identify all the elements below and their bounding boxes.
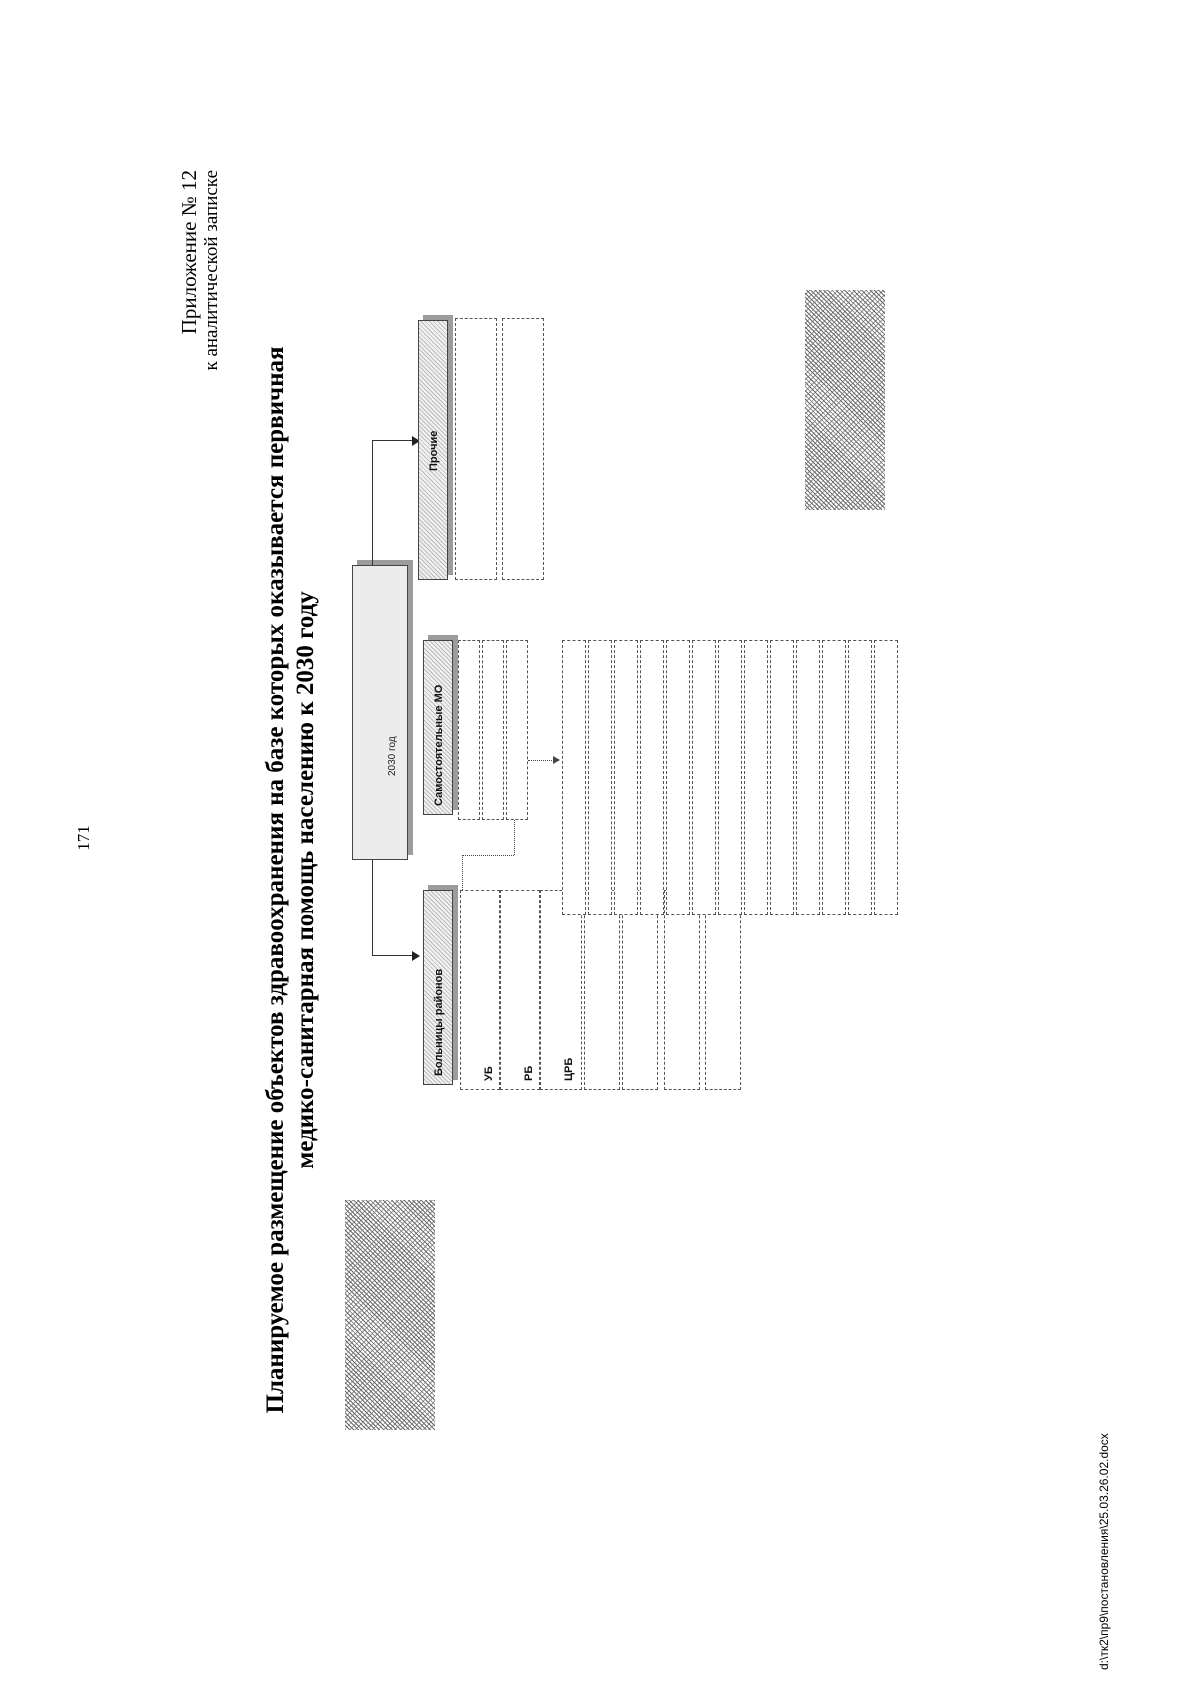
document-title: Планируемое размещение объектов здравоохранения на базе которых оказывается первичная [262, 346, 289, 1414]
dotted-connector [514, 820, 515, 855]
appendix-title: Приложение № 12 [177, 170, 201, 335]
col1-item-code: РБ [523, 1065, 535, 1081]
col2-sub-item [614, 640, 638, 915]
appendix-subtitle: к аналитической записке [201, 170, 222, 371]
file-path-footer: d:\тк2\пр9\постановления\25.03.26.02.docx [1097, 1433, 1111, 1670]
col2-sub-item [692, 640, 716, 915]
col2-sub-item [562, 640, 586, 915]
col2-header [423, 640, 453, 815]
page-number: 171 [74, 825, 93, 851]
col1-item [460, 890, 500, 1090]
col3-header [418, 320, 448, 580]
col1-header [423, 890, 453, 1085]
col1-item-code: УБ [483, 1066, 495, 1081]
col3-item [502, 318, 544, 580]
col1-item [622, 890, 658, 1090]
col1-item [705, 890, 741, 1090]
col2-sub-item [874, 640, 898, 915]
col2-sub-item [822, 640, 846, 915]
col2-item [458, 640, 480, 820]
col2-sub-item [744, 640, 768, 915]
connector-root-col3 [372, 440, 373, 565]
col2-sub-item [848, 640, 872, 915]
col2-item [482, 640, 504, 820]
col2-header-label: Самостоятельные МО [433, 684, 445, 806]
dotted-connector [462, 855, 463, 890]
col2-sub-item [770, 640, 794, 915]
col1-item [584, 890, 620, 1090]
dotted-connector [462, 855, 514, 856]
col1-item-code: ЦРБ [563, 1057, 575, 1081]
col2-sub-item [666, 640, 690, 915]
col2-sub-item [796, 640, 820, 915]
col3-header-label: Прочие [428, 430, 440, 471]
col1-item [500, 890, 540, 1090]
col1-header-label: Больницы районов [433, 968, 445, 1076]
arrow-col1 [412, 951, 420, 961]
connector-root-col1 [372, 860, 373, 955]
hatched-area-top [345, 1200, 435, 1430]
col1-item [664, 890, 700, 1090]
arrow-sub-items [553, 756, 560, 764]
col2-item [506, 640, 528, 820]
root-box-line3: 2030 год [387, 736, 398, 776]
col2-sub-item [640, 640, 664, 915]
col1-item [540, 890, 582, 1090]
document-title-line2: медико-санитарная помощь населению к 2030 году [292, 591, 319, 1169]
col2-sub-item [588, 640, 612, 915]
root-box [352, 565, 408, 860]
col2-sub-item [718, 640, 742, 915]
col3-item [455, 318, 497, 580]
hatched-area-bottom [805, 290, 885, 510]
